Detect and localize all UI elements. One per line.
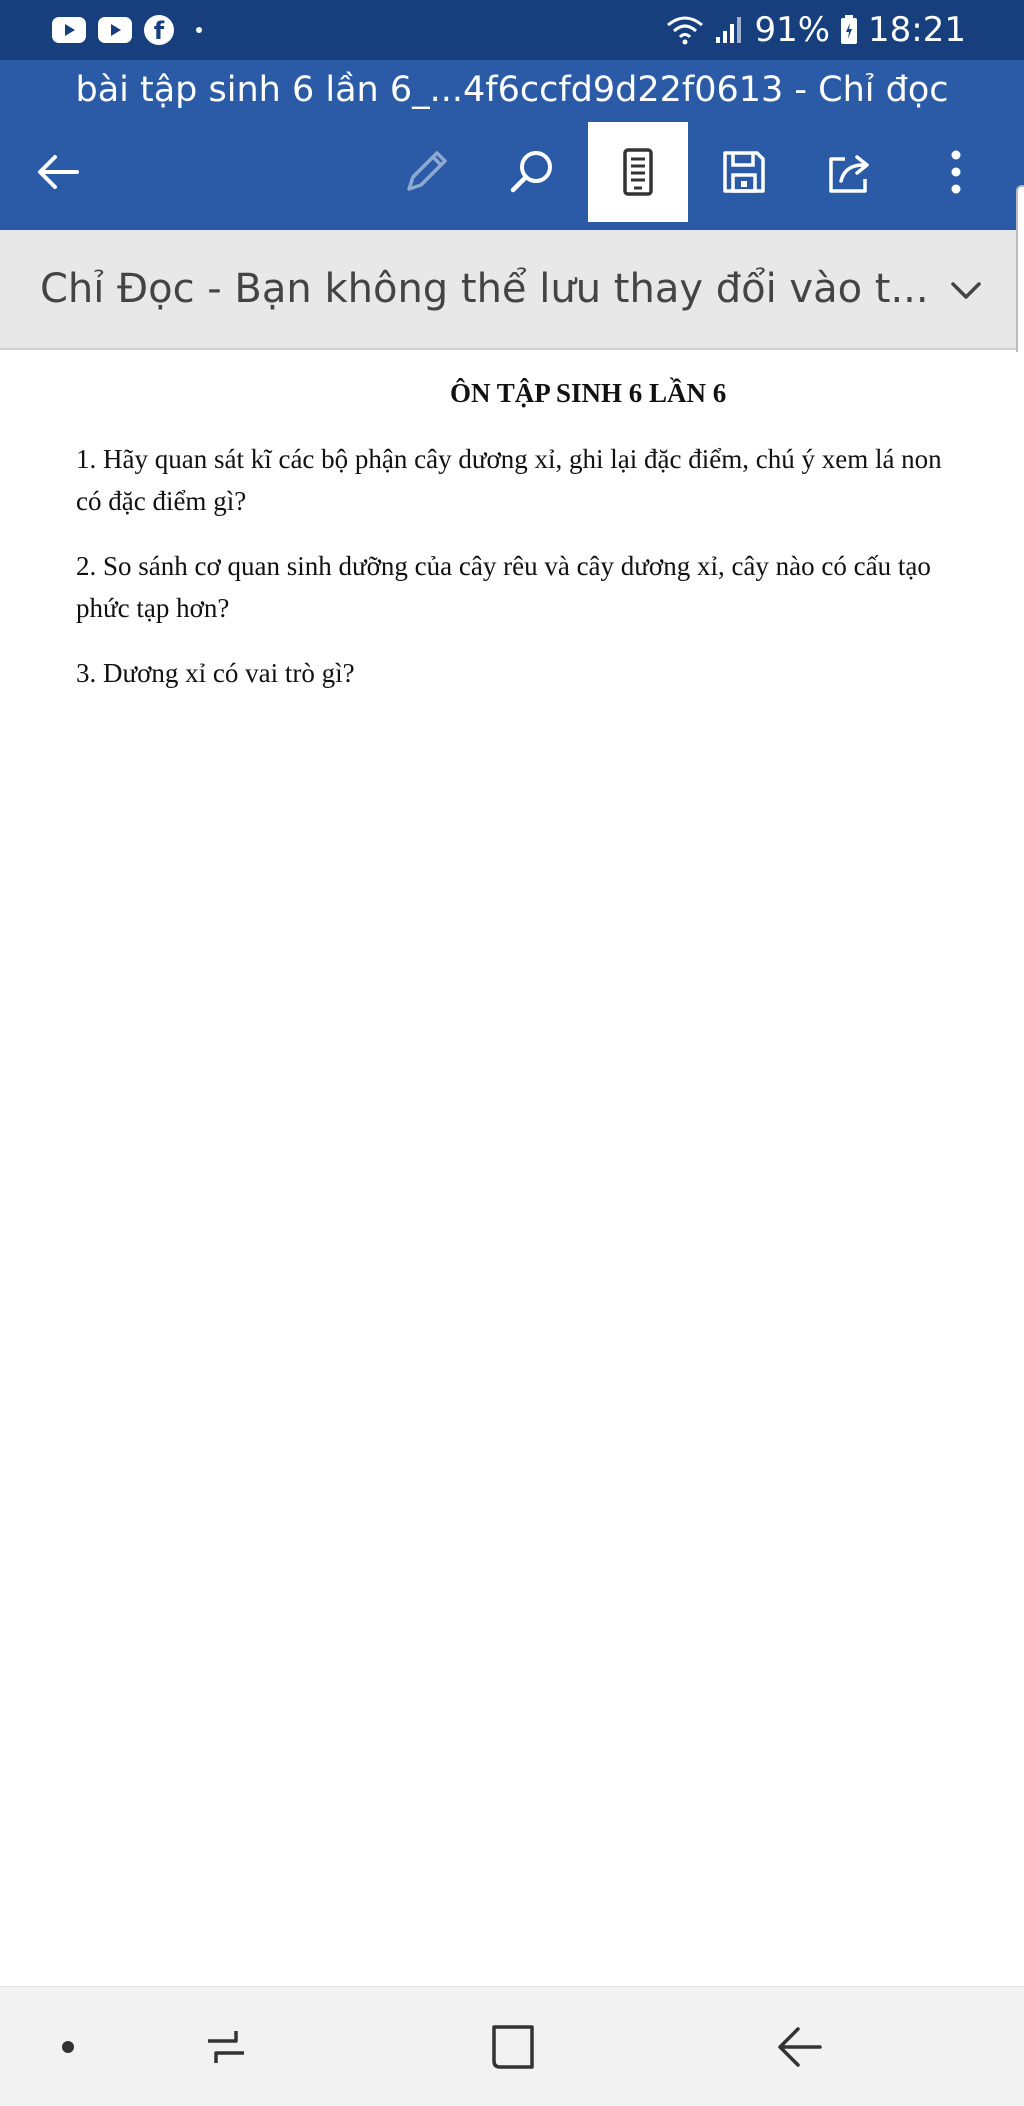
home-button[interactable] [474, 2007, 554, 2087]
share-button[interactable] [800, 122, 900, 222]
status-bar [0, 0, 1024, 60]
battery-percent: 91% [754, 10, 831, 50]
youtube-icon [52, 17, 86, 43]
question-paragraph: 3. Dương xỉ có vai trò gì? [76, 658, 355, 688]
edit-button[interactable] [376, 122, 476, 222]
home-icon [486, 2019, 542, 2075]
save-button[interactable] [694, 122, 794, 222]
chevron-down-icon[interactable] [948, 268, 984, 312]
clock: 18:21 [868, 10, 966, 50]
battery-icon [840, 15, 858, 45]
notification-icons [52, 15, 202, 45]
back-button[interactable] [8, 122, 108, 222]
mobile-view-button[interactable] [588, 122, 688, 222]
signal-icon [714, 15, 744, 45]
document-page [0, 352, 1024, 1984]
toolbar [0, 122, 1024, 222]
navigation-bar [0, 1986, 1024, 2106]
system-status [666, 10, 966, 50]
document-heading: ÔN TẬP SINH 6 LẦN 6 [450, 378, 727, 408]
more-notifications-dot [196, 27, 202, 33]
facebook-icon: f [144, 15, 174, 45]
search-button[interactable] [482, 122, 582, 222]
document-title: bài tập sinh 6 lần 6_...4f6ccfd9d22f0613 - Chỉ đọc [75, 70, 949, 110]
youtube-icon [98, 17, 132, 43]
question-paragraph: 2. So sánh cơ quan sinh dưỡng của cây rêu và cây dương xỉ, cây nào có cấu tạo phức tạp hơn? [76, 551, 931, 623]
more-icon [929, 145, 983, 199]
dot-button[interactable] [28, 2007, 108, 2087]
back-nav-icon [772, 2019, 828, 2075]
save-icon [717, 145, 771, 199]
mobile-view-icon [611, 145, 665, 199]
share-icon [823, 145, 877, 199]
wifi-icon [666, 15, 704, 45]
dot-icon [40, 2019, 96, 2075]
back-nav-button[interactable] [760, 2007, 840, 2087]
question-paragraph: 1. Hãy quan sát kĩ các bộ phận cây dương xỉ, ghi lại đặc điểm, chú ý xem lá non có đặc điểm gì? [76, 444, 942, 516]
more-options-button[interactable] [906, 122, 1006, 222]
recents-button[interactable] [186, 2007, 266, 2087]
pencil-icon [399, 145, 453, 199]
read-only-banner[interactable] [0, 230, 1024, 350]
search-icon [505, 145, 559, 199]
recents-icon [198, 2019, 254, 2075]
app-bar [0, 60, 1024, 230]
read-only-message: Chỉ Đọc - Bạn không thể lưu thay đổi vào t... [40, 266, 929, 312]
back-arrow-icon [31, 145, 85, 199]
